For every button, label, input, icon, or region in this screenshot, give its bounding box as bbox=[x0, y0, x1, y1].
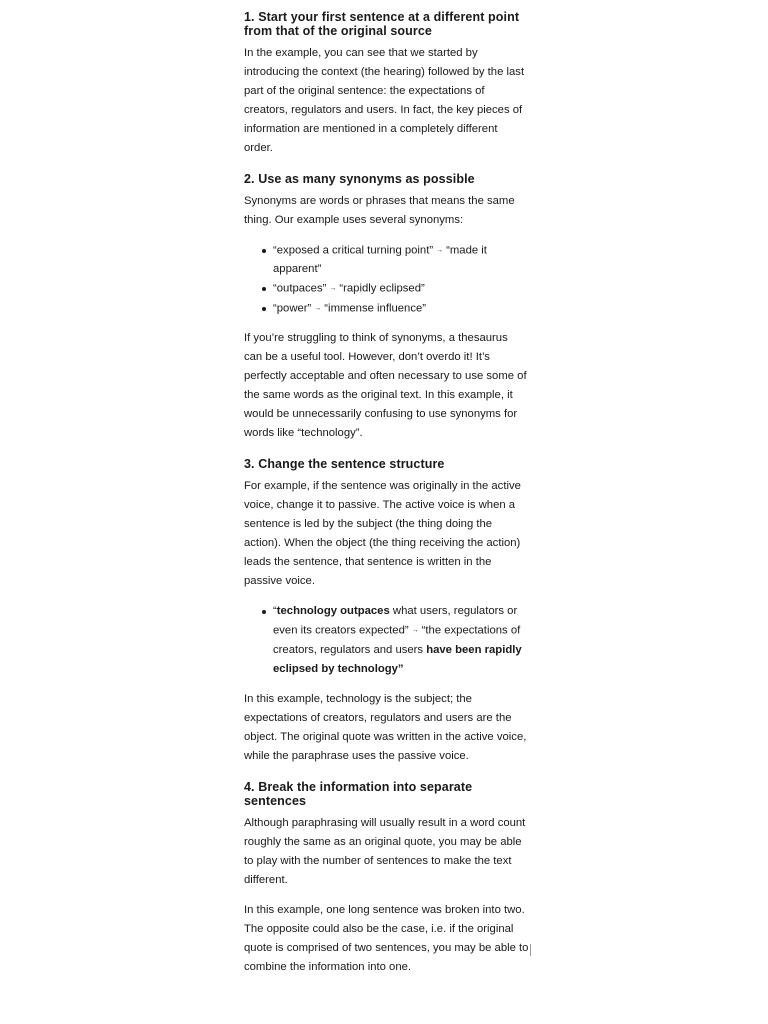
list-item bbox=[273, 241, 529, 279]
arrow-right-icon: → bbox=[411, 627, 419, 635]
arrow-right-icon: → bbox=[329, 285, 337, 293]
synonym-original: “exposed a critical turning point” bbox=[273, 244, 434, 257]
section-4-paragraph-1: Although paraphrasing will usually result in a word count roughly the same as an original quote, you may be able to play with the number of sentences to make the text different. bbox=[244, 816, 526, 886]
synonym-replacement: “rapidly eclipsed” bbox=[339, 282, 425, 295]
arrow-right-icon: → bbox=[436, 247, 444, 254]
arrow-right-icon: → bbox=[314, 304, 322, 312]
section-3-heading: 3. Change the sentence structure bbox=[244, 457, 445, 472]
section-1-paragraph: In the example, you can see that we started by introducing the context (the hearing) followed by the last part of the original sentence: the expectations of creators, regulators and users. In fact, the key pieces of information are mentioned in a completely different order. bbox=[244, 47, 525, 154]
quote-bold-subject: technology outpaces bbox=[276, 605, 390, 618]
quote-paraphrase: “the expectations of creators, regulators and users bbox=[273, 624, 521, 656]
article-body bbox=[244, 10, 529, 988]
synonym-original: “power” bbox=[273, 302, 312, 315]
section-3-paragraph-1: For example, if the sentence was originally in the active voice, change it to passive. The active voice is when a sentence is led by the subject (the thing doing the action). When the object (the thing receiving the action) leads the sentence, that sentence is written in the passive voice. bbox=[244, 480, 521, 588]
list-item bbox=[273, 279, 529, 298]
quote-middle: what users, regulators or even its creators expected” bbox=[273, 605, 518, 637]
section-1-heading: 1. Start your first sentence at a different point from that of the original source bbox=[244, 10, 520, 38]
text-cursor-icon bbox=[530, 944, 531, 956]
quote-open: “ bbox=[273, 605, 277, 618]
quote-bold-passive: have been rapidly eclipsed by technology” bbox=[273, 643, 522, 675]
section-4-heading: 4. Break the information into separate sentences bbox=[244, 779, 473, 808]
section-4-paragraph-2: In this example, one long sentence was broken into two. The opposite could also be the case, i.e. if the original quote is comprised of two sentences, you may be able to combine the information into one. bbox=[244, 903, 529, 973]
section-2-heading: 2. Use as many synonyms as possible bbox=[244, 172, 475, 186]
list-item bbox=[273, 299, 529, 318]
section-2-paragraph-2: If you’re struggling to think of synonyms, a thesaurus can be a useful tool. However, don’t overdo it! It’s perfectly acceptable and often necessary to use some of the same words as the original text. In this example, it would be unnecessarily confusing to use synonyms for words like “technology”. bbox=[244, 332, 527, 440]
section-3-paragraph-2: In this example, technology is the subject; the expectations of creators, regulators and users are the object. The original quote was written in the active voice, while the paraphrase uses the passive voice. bbox=[244, 692, 527, 762]
synonym-replacement: “made it apparent” bbox=[273, 244, 487, 276]
list-item bbox=[273, 602, 529, 678]
synonym-original: “outpaces” bbox=[273, 282, 327, 295]
section-2-paragraph-1: Synonyms are words or phrases that means the same thing. Our example uses several synonyms: bbox=[244, 195, 515, 226]
synonym-replacement: “immense influence” bbox=[324, 302, 427, 315]
structure-example-list bbox=[244, 602, 529, 678]
synonym-list bbox=[244, 241, 529, 318]
